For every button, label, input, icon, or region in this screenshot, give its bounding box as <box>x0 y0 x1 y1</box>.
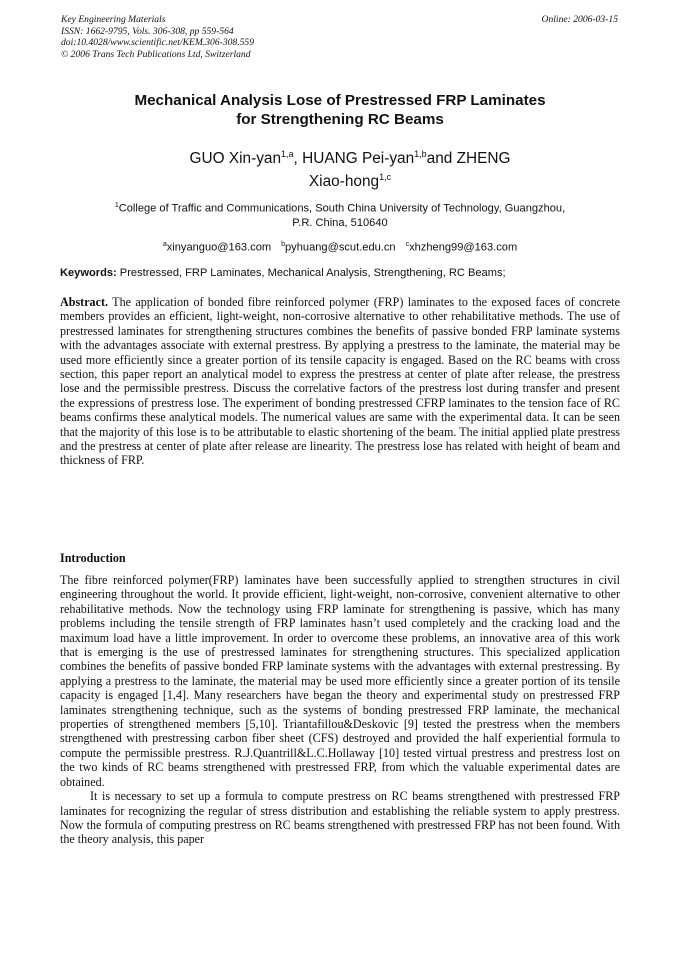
author-3-sup: 1,c <box>379 172 392 183</box>
author-1-name: GUO Xin-yan <box>189 150 282 168</box>
affiliation <box>50 199 630 230</box>
paper-title <box>60 91 620 129</box>
author-line-2 <box>100 168 600 191</box>
affiliation-text-1: College of Traffic and Communications, South China University of Technology, Guangzhou, <box>118 202 566 215</box>
email-list <box>40 241 640 254</box>
abstract <box>60 295 620 468</box>
author-line-1 <box>100 145 600 168</box>
keywords-label: Keywords: <box>60 267 117 279</box>
journal-name: Key Engineering Materials <box>61 14 166 25</box>
copyright-line: © 2006 Trans Tech Publications Ltd, Switzerland <box>61 48 251 60</box>
abstract-text: The application of bonded fibre reinforced polymer (FRP) laminates to the exposed faces of concrete members provides an efficient, light-weight, non-corrosive alternative to other rehabilitative methods. The use of prestressed laminates for strengthening structures combines the benefits of passive bonded FRP laminate systems with the advantages associate with external prestress. By applying a prestress to the laminate, the material may be used more efficiently since a greater portion of its tensile capacity is engaged. Based on the RC beams with cross section, this paper report an analytical model to express the prestress at center of plate after release, the prestress lose and the permissible prestress. Discuss the correlative factors of the prestress lost during transfer and present the expressions of prestress lose. The experiment of bonding prestressed CFRP laminates to the tension face of RC beams confirms these analytical models. The numerical values are same with the experimental data. It can be seen that the majority of this lose is to be attributable to elastic shortening of the beam. The initial applied plate prestress and the prestress at center of plate after release are linearity. The prestress lose has related with height of beam and thickness of FRP. <box>60 295 620 468</box>
introduction-paragraph-2: It is necessary to set up a formula to compute prestress on RC beams strengthened with prestressed FRP laminates for recognizing the regular of stress distribution and establishing the reliable system to apply prestress. Now the formula of computing prestress on RC beams strengthened with prestressed FRP has not been found. With the theory analysis, this paper <box>60 789 620 847</box>
author-3-name: and ZHENG <box>426 150 511 168</box>
issn-line: ISSN: 1662-9795, Vols. 306-308, pp 559-564 <box>61 25 234 37</box>
introduction-body <box>60 573 620 847</box>
email-a-sup: a <box>162 241 167 248</box>
doi-line: doi:10.4028/www.scientific.net/KEM.306-308.559 <box>61 37 255 49</box>
introduction-heading: Introduction <box>60 551 126 565</box>
online-date: Online: 2006-03-15 <box>541 14 618 25</box>
email-b-sup: b <box>281 241 286 248</box>
title-line-1: Mechanical Analysis Lose of Prestressed FRP Laminates <box>134 92 546 109</box>
publication-info <box>61 14 254 60</box>
title-line-2: for Strengthening RC Beams <box>236 111 444 128</box>
keywords <box>60 267 620 279</box>
author-3-name-cont: Xiao-hong <box>308 173 380 191</box>
email-c[interactable]: xhzheng99@163.com <box>409 241 518 254</box>
author-list <box>100 145 600 191</box>
email-a[interactable]: xinyanguo@163.com <box>166 241 272 254</box>
introduction-paragraph-1: The fibre reinforced polymer(FRP) laminates have been successfully applied to strengthen structures in civil engineering throughout the world. It provide efficient, light-weight, non-corrosive, convenient alternative to other rehabilitative methods. Now the technology using FRP laminate for strengthening is passive, which has many problems including the tensile strength of FRP laminates hasn’t used completely and the cracking load and the maximum load have a little improvement. In order to overcome these problems, an innovative area of this work that is emerging is the use of prestressed laminates for strengthening structures. This specialized application combines the benefits of passive bonded FRP laminate systems with the advantages with external prestressing. By applying a prestress to the laminate, the material may be used more efficiently since a greater portion of its tensile capacity is engaged [1,4]. Many researchers have began the theory and experimental study on prestressed FRP laminates strengthening technique, such as the systems of bonding prestressed FRP laminate, the mechanical properties of strengthened members [5,10]. Triantafillou&Deskovic [9] tested the prestress when the members strengthened with prestressing carbon fiber sheet (CFS) destroyed and provided the half experiential formula to compute the permissible prestress. R.J.Quantrill&L.C.Hollaway [10] tested virtual prestress and prestress lost on the two kinds of RC beams strengthened with prestressed FRP, from which the valuable experimental dates are obtained. <box>60 573 620 789</box>
abstract-label: Abstract. <box>60 295 109 309</box>
affiliation-line-2: P.R. China, 510640 <box>292 216 388 229</box>
email-b[interactable]: pyhuang@scut.edu.cn <box>285 241 396 254</box>
affiliation-line-1 <box>50 199 630 216</box>
affiliation-sup: 1 <box>114 202 119 209</box>
keywords-text: Prestressed, FRP Laminates, Mechanical Analysis, Strengthening, RC Beams; <box>116 267 506 279</box>
email-c-sup: c <box>405 241 410 248</box>
author-2-name: HUANG Pei-yan <box>302 150 415 168</box>
author-1-sup: 1,a <box>281 149 294 159</box>
author-2-sup: 1,b <box>414 149 427 159</box>
author-separator: , <box>293 150 303 168</box>
